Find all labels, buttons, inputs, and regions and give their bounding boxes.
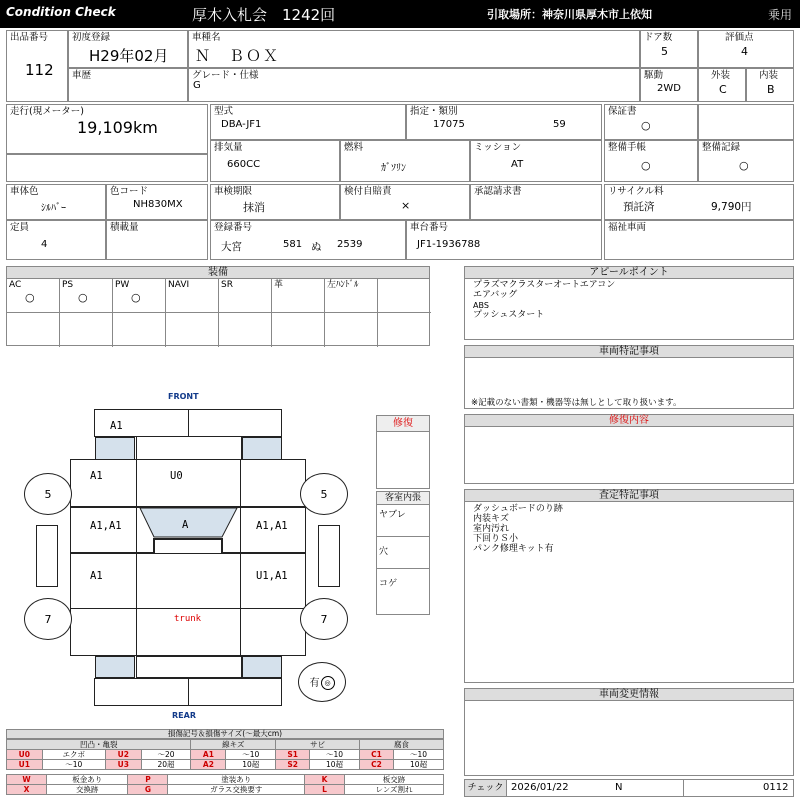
legend-desc: 10超 xyxy=(226,760,276,770)
cabin-item-burn: コゲ xyxy=(379,579,398,589)
inspector-title: 査定特記事項 xyxy=(464,489,794,502)
capacity-label: 定員 xyxy=(10,222,30,233)
mark-rl-qtr: A1 xyxy=(90,570,103,582)
appeal-line: プラズマクラスターオートエアコン xyxy=(473,280,616,290)
history-cell xyxy=(68,68,188,102)
chassis-label: 車台番号 xyxy=(410,222,449,233)
rl-lamp xyxy=(95,656,135,678)
check-code: 0112 xyxy=(763,782,789,793)
mark-roof: U0 xyxy=(170,470,183,482)
legend-code: C2 xyxy=(359,760,393,770)
check-mark: N xyxy=(615,782,623,793)
first-reg-value: H29年02月 xyxy=(89,47,169,65)
legend-desc: ～10 xyxy=(394,750,444,760)
repair-box xyxy=(464,426,794,484)
exterior-value: C xyxy=(719,83,727,96)
interior-label: 内装 xyxy=(759,70,779,81)
check-label: チェック xyxy=(465,780,507,796)
service-value: ○ xyxy=(739,159,749,172)
designation-value: 17075 xyxy=(433,119,465,130)
equipment-title: 装備 xyxy=(6,266,430,279)
insurance-cell xyxy=(340,184,470,220)
grade-label: グレード・仕様 xyxy=(192,70,259,81)
legend-table-2 xyxy=(6,774,444,795)
legend-desc: エクボ xyxy=(42,750,105,760)
legend-desc: 10超 xyxy=(394,760,444,770)
mission-value: AT xyxy=(511,159,524,170)
special-title: 車両特記事項 xyxy=(464,345,794,358)
service-label: 整備記録 xyxy=(702,142,741,153)
front-label: FRONT xyxy=(168,392,199,401)
mileage-label: 走行(現メーター) xyxy=(10,106,84,117)
plate-serial: 2539 xyxy=(337,239,363,250)
equip-label-leather: 革 xyxy=(274,280,284,290)
inspection-value: 抹消 xyxy=(243,201,265,214)
change-title: 車両変更情報 xyxy=(464,688,794,701)
inspector-box xyxy=(464,501,794,683)
first-reg-label: 初度登録 xyxy=(72,32,111,43)
appeal-title: アピールポイント xyxy=(464,266,794,279)
model-label: 車種名 xyxy=(192,32,221,43)
color-value: ｼﾙﾊﾞｰ xyxy=(41,203,66,214)
legend-desc: 板交跡 xyxy=(344,775,443,785)
legend-group: サビ xyxy=(276,740,360,750)
rear-gate[interactable] xyxy=(136,656,242,678)
score-cell xyxy=(698,30,794,68)
rear-label: REAR xyxy=(172,711,196,720)
trunk-label: trunk xyxy=(174,614,202,624)
legend-code: W xyxy=(7,775,47,785)
pickup-location: 引取場所：神奈川県厚木市上依知 xyxy=(487,8,652,21)
inspector-line: パンク修理キット有 xyxy=(473,544,554,554)
doors-cell xyxy=(640,30,698,68)
cabin-item-hole: 穴 xyxy=(379,547,389,557)
color-code-label: 色コード xyxy=(110,186,149,197)
fuel-label: 燃料 xyxy=(344,142,364,153)
first-reg-cell xyxy=(68,30,188,68)
interior-cell xyxy=(746,68,794,102)
load-label: 積載量 xyxy=(110,222,139,233)
repair-title: 修復内容 xyxy=(464,414,794,427)
legend-code: P xyxy=(128,775,168,785)
legend-code: A2 xyxy=(191,760,226,770)
tire-rear-right[interactable]: 7 xyxy=(300,598,348,640)
inspector-line: 室内汚れ xyxy=(473,524,510,534)
equip-value-ps: ○ xyxy=(78,291,88,304)
recycle-fee: 9,790円 xyxy=(711,201,752,213)
inspection-cell xyxy=(210,184,340,220)
equipment-grid xyxy=(6,278,430,346)
legend-code: U1 xyxy=(7,760,43,770)
history-label: 車歴 xyxy=(72,70,92,81)
manual-cell xyxy=(604,140,698,182)
mark-fl-fender: A1 xyxy=(90,470,103,482)
legend-title: 損傷記号＆損傷サイズ(～最大cm) xyxy=(6,729,444,739)
warranty-blank-cell xyxy=(698,104,794,140)
legend-desc: 板金あり xyxy=(47,775,128,785)
legend-code: A1 xyxy=(191,750,226,760)
mission-cell xyxy=(470,140,602,182)
legend-code: X xyxy=(7,785,47,795)
appeal-line: プッシュスタート xyxy=(473,310,545,320)
drive-cell xyxy=(640,68,698,102)
legend-desc: 20超 xyxy=(141,760,191,770)
score-value: 4 xyxy=(741,45,748,58)
lot-label: 出品番号 xyxy=(10,32,49,43)
load-cell xyxy=(106,220,208,260)
front-body[interactable] xyxy=(70,459,306,507)
service-cell xyxy=(698,140,794,182)
welfare-label: 福祉車両 xyxy=(608,222,647,233)
spare-tire[interactable] xyxy=(298,662,346,702)
mileage-cell xyxy=(6,104,208,154)
grade-cell xyxy=(188,68,640,102)
equip-value-ac: ○ xyxy=(25,291,35,304)
warranty-cell xyxy=(604,104,698,140)
inspector-line: 下回りＳ小 xyxy=(473,534,519,544)
legend-desc: ～10 xyxy=(310,750,360,760)
type-label: 型式 xyxy=(214,106,234,117)
legend-group: 線キズ xyxy=(191,740,276,750)
tire-front-left[interactable]: 5 xyxy=(24,473,72,515)
fuel-cell xyxy=(340,140,470,182)
equip-label-sr: SR xyxy=(221,280,233,290)
recycle-label: リサイクル料 xyxy=(608,186,664,197)
designation-label: 指定・類別 xyxy=(410,106,458,117)
interior-value: B xyxy=(767,83,775,96)
lot-cell xyxy=(6,30,68,102)
legend-code: S1 xyxy=(276,750,310,760)
legend-group: 腐食 xyxy=(359,740,443,750)
mileage-value: 19,109km xyxy=(77,118,158,137)
legend-code: S2 xyxy=(276,760,310,770)
approval-label: 承認請求書 xyxy=(474,186,522,197)
exterior-cell xyxy=(698,68,746,102)
inspector-line: ダッシュボードのり跡 xyxy=(473,504,563,514)
legend-desc: ～20 xyxy=(141,750,191,760)
insurance-label: 検付自賠責 xyxy=(344,186,392,197)
fl-fender-glass xyxy=(95,437,135,460)
grade-value: G xyxy=(193,80,201,91)
special-box xyxy=(464,357,794,409)
legend-code: C1 xyxy=(359,750,393,760)
inspector-line: 内装キズ xyxy=(473,514,509,524)
welfare-cell xyxy=(604,220,794,260)
model-value: Ｎ ＢＯＸ xyxy=(195,47,281,65)
plate-cell xyxy=(210,220,406,260)
equip-value-pw: ○ xyxy=(131,291,141,304)
displacement-cell xyxy=(210,140,340,182)
legend-desc: ガラス交換要す xyxy=(168,785,305,795)
tire-front-right[interactable]: 5 xyxy=(300,473,348,515)
hood-area[interactable] xyxy=(136,436,242,460)
equip-label-ac: AC xyxy=(9,280,22,290)
manual-value: ○ xyxy=(641,159,651,172)
inspection-label: 車検期限 xyxy=(214,186,253,197)
appeal-line: ABS xyxy=(473,301,489,310)
mission-label: ミッション xyxy=(474,142,522,153)
vehicle-category: 乗用 xyxy=(768,8,793,22)
legend-desc: ～10 xyxy=(42,760,105,770)
legend-group: 凹凸・亀裂 xyxy=(7,740,191,750)
equip-label-ps: PS xyxy=(62,280,74,290)
warranty-value: ○ xyxy=(641,119,651,132)
legend-desc: ～10 xyxy=(226,750,276,760)
mark-fl-door: A1,A1 xyxy=(90,520,122,532)
capacity-cell xyxy=(6,220,106,260)
spare-tire-icon: ◎ xyxy=(321,676,335,690)
mark-windshield: A xyxy=(182,519,189,531)
appeal-box xyxy=(464,278,794,340)
plate-label: 登録番号 xyxy=(214,222,253,233)
chassis-cell xyxy=(406,220,602,260)
legend-code: G xyxy=(128,785,168,795)
legend-code: U2 xyxy=(106,750,142,760)
plate-area: 大宮 xyxy=(221,241,242,253)
color-code-cell xyxy=(106,184,208,220)
plate-number: 581 xyxy=(283,239,303,250)
classification-value: 59 xyxy=(553,119,566,130)
mark-front-bumper: A1 xyxy=(110,420,123,432)
legend-desc: 10超 xyxy=(310,760,360,770)
legend-table xyxy=(6,739,444,770)
repair-mark-label: 修復 xyxy=(377,416,429,432)
designation-cell xyxy=(406,104,602,140)
brand-title: Condition Check xyxy=(6,5,116,19)
mark-fr-door: A1,A1 xyxy=(256,520,288,532)
doors-label: ドア数 xyxy=(644,32,673,43)
fr-fender-glass xyxy=(242,437,282,460)
equip-label-pw: PW xyxy=(115,280,130,290)
cabin-item-tear: ヤブレ xyxy=(379,510,406,520)
fuel-value: ｶﾞｿﾘﾝ xyxy=(381,163,406,174)
equip-label-navi: NAVI xyxy=(168,280,190,290)
score-label: 評価点 xyxy=(725,32,754,43)
mark-rr-qtr: U1,A1 xyxy=(256,570,288,582)
legend-code: L xyxy=(304,785,344,795)
color-cell xyxy=(6,184,106,220)
doors-value: 5 xyxy=(661,45,668,58)
mileage-blank-cell xyxy=(6,154,208,182)
left-mirror[interactable] xyxy=(36,525,58,587)
approval-cell xyxy=(470,184,602,220)
special-note: ※記載のない書類・機器等は無しとして取り扱います。 xyxy=(471,398,682,408)
tire-rear-left[interactable]: 7 xyxy=(24,598,72,640)
right-mirror[interactable] xyxy=(318,525,340,587)
type-value: DBA-JF1 xyxy=(221,119,262,130)
check-date: 2026/01/22 xyxy=(511,782,569,793)
equip-label-lhd: 左ﾊﾝﾄﾞﾙ xyxy=(327,280,359,290)
change-box xyxy=(464,700,794,776)
appeal-line: エアバッグ xyxy=(473,290,518,300)
lot-number: 112 xyxy=(25,61,54,79)
drive-value: 2WD xyxy=(657,83,681,94)
header-bar xyxy=(0,0,800,28)
model-cell xyxy=(188,30,640,68)
cabin-title: 客室内張 xyxy=(377,492,429,505)
type-cell xyxy=(210,104,406,140)
legend-code: U0 xyxy=(7,750,43,760)
plate-kana: ぬ xyxy=(311,241,322,253)
displacement-label: 排気量 xyxy=(214,142,243,153)
color-code-value: NH830MX xyxy=(133,199,183,210)
legend-code: U3 xyxy=(106,760,142,770)
manual-label: 整備手帳 xyxy=(608,142,647,153)
windshield-glass xyxy=(140,508,237,537)
legend-code: K xyxy=(304,775,344,785)
auction-title: 厚木入札会 1242回 xyxy=(192,6,336,24)
exterior-label: 外装 xyxy=(711,70,731,81)
recycle-cell xyxy=(604,184,794,220)
legend-desc: レンズ割れ xyxy=(344,785,443,795)
insurance-value: × xyxy=(401,199,411,212)
spare-tire-label: 有 xyxy=(309,678,320,689)
color-label: 車体色 xyxy=(10,186,39,197)
check-bar xyxy=(464,779,794,797)
drive-label: 駆動 xyxy=(644,70,664,81)
chassis-value: JF1-1936788 xyxy=(417,239,481,250)
rr-lamp xyxy=(242,656,282,678)
displacement-value: 660CC xyxy=(227,159,261,170)
warranty-label: 保証書 xyxy=(608,106,637,117)
legend-desc: 交換跡 xyxy=(47,785,128,795)
cabin-box xyxy=(376,491,430,615)
legend-desc: 塗装あり xyxy=(168,775,305,785)
capacity-value: 4 xyxy=(41,239,48,250)
repair-mark-box xyxy=(376,415,430,489)
recycle-status: 預託済 xyxy=(623,201,655,213)
